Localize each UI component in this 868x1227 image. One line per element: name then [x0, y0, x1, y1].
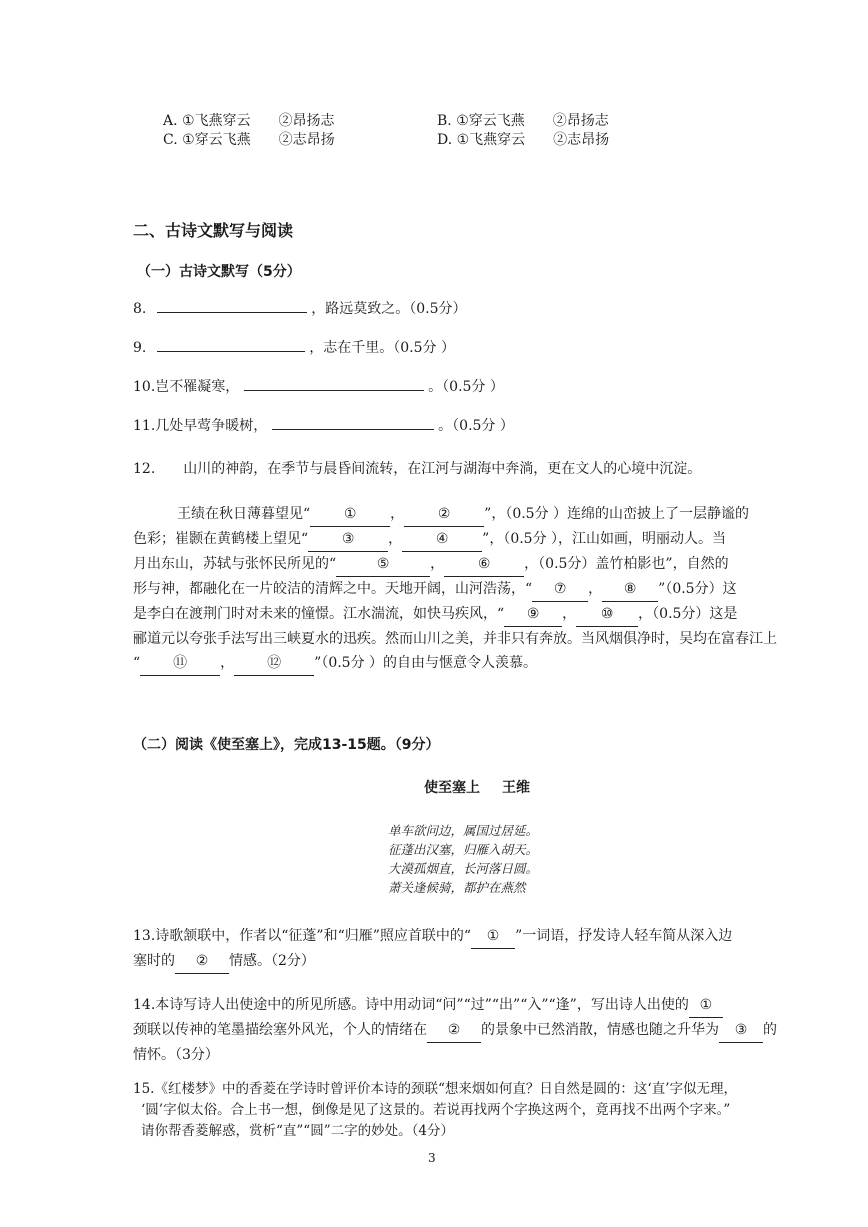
question-8	[133, 298, 467, 318]
blank-5[interactable]: ⑤	[336, 552, 430, 577]
question-text: 。（0.5分 ）	[438, 418, 514, 434]
question-14	[133, 993, 777, 1067]
blank-2[interactable]: ②	[175, 949, 229, 974]
text: 颈联以传神的笔墨描绘塞外风光，个人的情绪在	[133, 1022, 427, 1038]
text: 的	[763, 1022, 777, 1038]
blank-9[interactable]: ⑨	[504, 602, 562, 627]
question-prompt: 10.岂不罹凝寒，	[133, 379, 240, 395]
blank-11[interactable]: ⑪	[140, 651, 220, 676]
blank-4[interactable]: ④	[402, 527, 482, 552]
blank-8[interactable]: ⑧	[602, 577, 658, 602]
text: 情感。（2分）	[229, 953, 315, 969]
blank-10[interactable]: ⑩	[576, 602, 638, 627]
blank-2[interactable]: ②	[404, 502, 484, 527]
text: 色彩；崔颢在黄鹤楼上望见“	[133, 531, 309, 547]
text: ，（0.5分）这是	[638, 606, 738, 622]
question-number: 8.	[133, 301, 147, 317]
section-title: 二、古诗文默写与阅读	[133, 221, 294, 240]
poem-line: 单车欲问边，属国过居延。	[388, 823, 539, 838]
blank-2[interactable]: ②	[427, 1018, 481, 1043]
text: ”，（0.5分 ）连绵的山峦披上了一层静谧的	[484, 506, 750, 522]
question-prompt: 11.几处早莺争暖树，	[133, 418, 268, 434]
question-text: 。（0.5分 ）	[428, 379, 504, 395]
poem-title	[424, 777, 530, 797]
page-number: 3	[428, 1151, 436, 1165]
text: ”（0.5分）这	[658, 581, 737, 597]
question-10	[133, 376, 504, 396]
blank-1[interactable]: ①	[310, 502, 390, 527]
poem-author: 王维	[502, 780, 530, 796]
text: 是李白在渡荆门时对未来的憧憬。江水湍流，如快马疾风，“	[133, 606, 505, 622]
text: 王绩在秋日薄暮望见“	[177, 506, 311, 522]
text: 塞时的	[133, 953, 175, 969]
answer-blank[interactable]	[272, 415, 434, 430]
text: 14.本诗写诗人出使途中的所见所感。诗中用动词“问”“过”“出”“入”“逢”，写出诗人出使的	[133, 997, 689, 1013]
question-11	[133, 415, 514, 435]
option-a: A. ①飞燕穿云 ②昂扬志	[163, 113, 335, 129]
text: ，（0.5分）盖竹柏影也”，自然的	[524, 556, 729, 572]
question-line: ‘圆’字似太俗。合上书一想，倒像是见了这景的。若说再找两个字换这两个，竟再找不出两个字来。”	[141, 1102, 731, 1118]
answer-blank[interactable]	[157, 337, 305, 352]
blank-3[interactable]: ③	[308, 527, 388, 552]
answer-blank[interactable]	[157, 298, 307, 313]
answer-blank[interactable]	[244, 376, 424, 391]
option-d: D. ①飞燕穿云 ②志昂扬	[437, 132, 610, 148]
blank-1[interactable]: ①	[689, 993, 723, 1018]
question-number: 9.	[133, 340, 147, 356]
text: ”（0.5分 ）的自由与惬意令人羡慕。	[314, 655, 538, 671]
question-line: 15.《红楼梦》中的香菱在学诗时曾评价本诗的颈联“想来烟如何直？日自然是圆的：这‘直’字似无理，	[133, 1081, 737, 1097]
question-text: ，路远莫致之。（0.5分）	[311, 301, 467, 317]
text: 郦道元以夸张手法写出三峡夏水的迅疾。然而山川之美，并非只有奔放。当风烟俱净时，吴均在富春江上	[133, 631, 777, 647]
question-text: ，志在千里。（0.5分 ）	[309, 340, 455, 356]
blank-1[interactable]: ①	[471, 924, 515, 949]
poem-name: 使至塞上	[424, 780, 480, 796]
subsection-title-1: （一）古诗文默写（5分）	[137, 264, 301, 280]
poem-line: 征蓬出汉塞，归雁入胡天。	[388, 842, 539, 857]
option-b: B. ①穿云飞燕 ②昂扬志	[437, 113, 609, 129]
question-9	[133, 337, 455, 357]
text: 形与神，都融化在一片皎洁的清辉之中。天地开阔，山河浩荡，“	[133, 581, 533, 597]
text: 情怀。（3分）	[133, 1047, 219, 1063]
text: ”，（0.5分 ），江山如画，明丽动人。当	[482, 531, 727, 547]
text: 的景象中已然消散，情感也随之升华为	[481, 1022, 719, 1038]
blank-12[interactable]: ⑫	[234, 651, 314, 676]
option-c: C. ①穿云飞燕 ②志昂扬	[163, 132, 335, 148]
question-line: 请你帮香菱解惑，赏析“直”“圆”二字的妙处。（4分）	[141, 1123, 454, 1139]
poem-line: 萧关逢候骑，都护在燕然	[388, 880, 526, 895]
question-15	[133, 1079, 737, 1142]
text: “	[133, 655, 141, 671]
blank-6[interactable]: ⑥	[444, 552, 524, 577]
poem-body	[388, 821, 538, 897]
blank-7[interactable]: ⑦	[532, 577, 588, 602]
text: 13.诗歌颔联中，作者以“征蓬”和“归雁”照应首联中的“	[133, 928, 472, 944]
question-12-lead: 12. 山川的神韵，在季节与晨昏间流转，在江河与湖海中奔淌，更在文人的心境中沉淀。	[133, 461, 702, 477]
text: 月出东山，苏轼与张怀民所见的“	[133, 556, 337, 572]
text: ”一词语，抒发诗人轻车简从深入边	[515, 928, 733, 944]
blank-3[interactable]: ③	[719, 1018, 763, 1043]
subsection-title-2: （二）阅读《使至塞上》，完成13-15题。（9分）	[133, 737, 440, 753]
question-12-paragraph: 王绩在秋日薄暮望见“ ① ， ② ”，（0.5分 ）连绵的山峦披上了一层静谧的 色彩；崔颢在黄鹤楼上望见“ ③ ， ④ ”，（0.5分 ），江山如画，明丽动人。当 月出东山，苏轼与张怀民所见的“ ⑤ ， ⑥ ，（0.5分）盖竹柏影也”，自然的 形与神，都融化在一片皎洁的清辉之中。天地开阔，山河浩荡，“ ⑦ ， ⑧ ”（0.5分）这 是李白在渡荆门时对未来的憧憬。江水湍流，如快马疾风，“ ⑨ ， ⑩ ，（0.5分）这是 郦道元以夸张手法写出三峡夏水的迅疾。然而山川之美，并非只有奔放。当风烟俱净时，吴均在富春江上 “ ⑪ ， ⑫ ”（0.5分 ）的自由与惬意令人羡慕。	[133, 502, 777, 676]
question-13	[133, 924, 732, 974]
poem-line: 大漠孤烟直，长河落日圆。	[388, 861, 539, 876]
